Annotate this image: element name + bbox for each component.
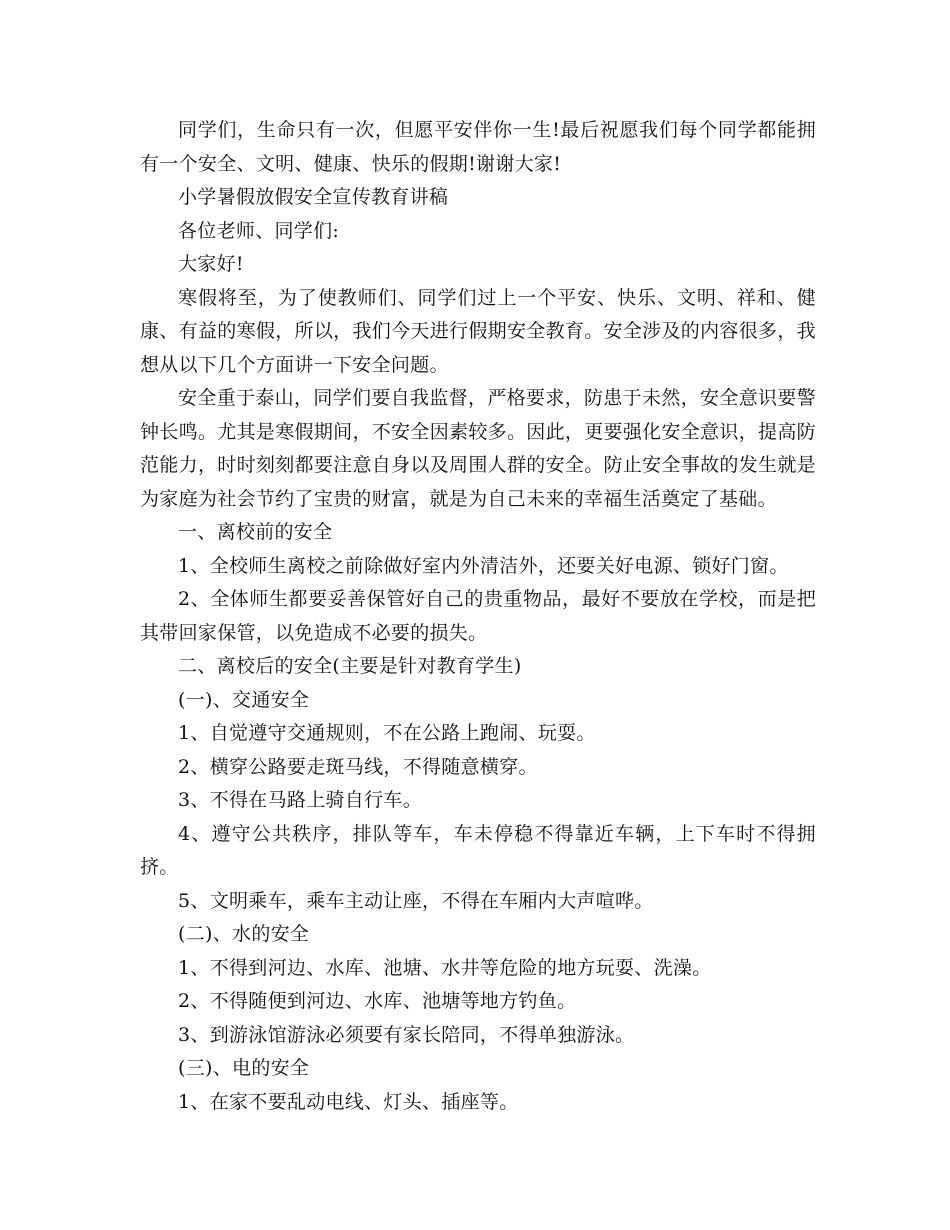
subsection-heading-water: (二)、水的安全 bbox=[178, 923, 310, 945]
speech-title: 小学暑假放假安全宣传教育讲稿 bbox=[178, 186, 449, 208]
list-item: 3、到游泳馆游泳必须要有家长陪同，不得单独游泳。 bbox=[178, 1023, 635, 1046]
list-item: 1、全校师生离校之前除做好室内外清洁外，还要关好电源、锁好门窗。 bbox=[178, 554, 789, 577]
document-body bbox=[140, 114, 816, 1119]
greeting: 大家好! bbox=[178, 253, 244, 275]
subsection-heading-electricity: (三)、电的安全 bbox=[178, 1057, 310, 1079]
section-heading-before-leaving: 一、离校前的安全 bbox=[178, 521, 333, 543]
paragraph-closing-remarks: 同学们，生命只有一次，但愿平安伴你一生!最后祝愿我们每个同学都能拥有一个安全、文明、健康、快乐的假期!谢谢大家! bbox=[140, 119, 816, 175]
list-item: 2、全体师生都要妥善保管好自己的贵重物品，最好不要放在学校，而是把其带回家保管，以免造成不必要的损失。 bbox=[140, 588, 816, 644]
list-item: 2、横穿公路要走斑马线，不得随意横穿。 bbox=[178, 755, 538, 778]
list-item: 4、遵守公共秩序，排队等车，车未停稳不得靠近车辆，上下车时不得拥挤。 bbox=[140, 822, 816, 878]
list-item: 5、文明乘车，乘车主动让座，不得在车厢内大声喧哗。 bbox=[178, 889, 654, 912]
list-item: 3、不得在马路上骑自行车。 bbox=[178, 789, 422, 811]
section-heading-after-leaving: 二、离校后的安全(主要是针对教育学生) bbox=[178, 655, 522, 677]
salutation: 各位老师、同学们: bbox=[178, 219, 340, 242]
paragraph-intro: 寒假将至，为了使教师们、同学们过上一个平安、快乐、文明、祥和、健康、有益的寒假，所以，我们今天进行假期安全教育。安全涉及的内容很多，我想从以下几个方面讲一下安全问题。 bbox=[140, 286, 816, 376]
list-item: 1、不得到河边、水库、池塘、水井等危险的地方玩耍、洗澡。 bbox=[178, 956, 712, 979]
list-item: 2、不得随便到河边、水库、池塘等地方钓鱼。 bbox=[178, 990, 577, 1012]
list-item: 1、自觉遵守交通规则，不在公路上跑闹、玩耍。 bbox=[178, 722, 596, 744]
paragraph-safety-importance: 安全重于泰山，同学们要自我监督，严格要求，防患于未然，安全意识要警钟长鸣。尤其是寒假期间，不安全因素较多。因此，更要强化安全意识，提高防范能力，时时刻刻都要注意自身以及周围人群的安全。防止安全事故的发生就是为家庭为社会节约了宝贵的财富，就是为自己未来的幸福生活奠定了基础。 bbox=[140, 387, 816, 510]
subsection-heading-traffic: (一)、交通安全 bbox=[178, 688, 310, 711]
list-item: 1、在家不要乱动电线、灯头、插座等。 bbox=[178, 1090, 519, 1113]
